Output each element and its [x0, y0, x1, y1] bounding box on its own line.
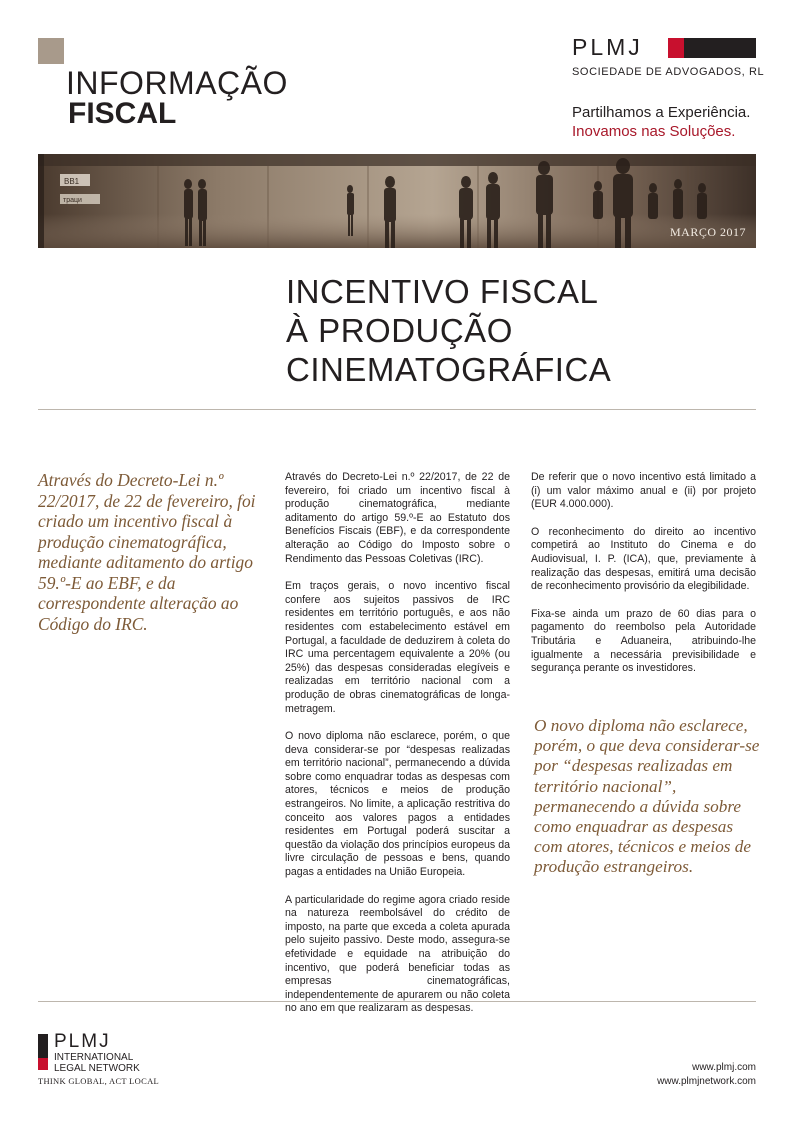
banner-sign-2: траци [63, 197, 82, 204]
banner-photo [38, 154, 756, 248]
pull-quote: O novo diploma não esclarece, porém, o que deva considerar-se por “despesas realizadas em território nacional”, permanecendo a dúvida sobre como enquadrar as despesas com atores, técnicos e meios de produção estrangeiros. [534, 716, 760, 877]
network-logo-line2: LEGAL NETWORK [54, 1063, 140, 1074]
body-paragraph: O novo diploma não esclarece, porém, o que deva considerar-se por “despesas realizadas em território nacional”, permanecendo a dúvida sobre como enquadrar todas as despesas com atores, técnicos e meios de produção estrangeiros. No limite, a aplicação restritiva do conceito aos valores pagos a entidades residentes em Portugal poderá suscitar a questão da violação dos princípios europeus da livre circulação de pessoas e bens, quando pagas a entidades na União Europeia. [285, 730, 510, 879]
slogan-line2: Inovamos nas Soluções. [572, 123, 736, 140]
article-title [286, 272, 611, 389]
body-paragraph: De referir que o novo incentivo está limitado a (i) um valor máximo anual e (ii) por projeto (EUR 4.000.000). [531, 471, 756, 511]
article-title-line1: INCENTIVO FISCAL [286, 273, 599, 310]
network-logo-bar [38, 1034, 48, 1058]
article-title-line3: CINEMATOGRÁFICA [286, 351, 612, 388]
issue-date: MARÇO 2017 [669, 225, 746, 239]
body-paragraph: Através do Decreto-Lei n.º 22/2017, de 22 de fevereiro, foi criado um incentivo fiscal à produção cinematográfica, mediante aditamento do artigo 59.º-E ao Estatuto dos Benefícios Fiscais (EBF), e da correspondente alteração ao Código do Imposto sobre o Rendimento das Pessoas Coletivas (IRC). [285, 471, 510, 565]
website-link-plmjnetwork[interactable]: www.plmjnetwork.com [657, 1076, 756, 1087]
title-divider [38, 409, 756, 410]
publication-title-line1: INFORMAÇÃO [66, 65, 288, 101]
banner-illustration [38, 154, 756, 248]
slogan-line1: Partilhamos a Experiência. [572, 104, 751, 121]
body-paragraph: O reconhecimento do direito ao incentivo competirá ao Instituto do Cinema e do Audiovisual, I. P. (ICA), que, previamente à realização das despesas, emitirá uma decisão de reconhecimento provisório da elegibilidade. [531, 525, 756, 593]
network-tagline: THINK GLOBAL, ACT LOCAL [38, 1076, 160, 1086]
firm-logo-dark-block [684, 38, 756, 58]
lead-summary: Através do Decreto-Lei n.º 22/2017, de 22 de fevereiro, foi criado um incentivo fiscal à produção cinematográfica, mediante aditamento do artigo 59.º-E ao EBF, e da correspondente alteração ao Código do IRC. [38, 470, 256, 634]
body-column-2 [531, 471, 756, 690]
corner-square-decoration [38, 38, 64, 64]
article-title-line2: À PRODUÇÃO [286, 312, 513, 349]
body-paragraph: A particularidade do regime agora criado reside na natureza reembolsável do crédito de imposto, na parte que exceda a coleta apurada pelo sujeito passivo. Deste modo, assegura-se efetividade e equidade na atribuição do incentivo, que poderá beneficiar todas as empresas cinematográficas, independentemente de apurarem ou não coleta no ano em que realizaram as despesas. [285, 893, 510, 1015]
footer-divider [38, 1001, 756, 1002]
body-paragraph: Em traços gerais, o novo incentivo fiscal confere aos sujeitos passivos de IRC residentes em território português, e aos não residentes com estabelecimento estável em Portugal, a faculdade de deduzirem à coleta do IRC uma percentagem equivalente a 20% (ou 25%) das despesas consideradas elegíveis e realizadas em território nacional com a produção de obras cinematográficas de longa-metragem. [285, 580, 510, 715]
body-column-1 [285, 471, 510, 1030]
network-logo-name: PLMJ [54, 1031, 111, 1052]
firm-logo-red-block [668, 38, 684, 58]
banner-sign-1: BB1 [64, 177, 80, 186]
body-paragraph: Fixa-se ainda um prazo de 60 dias para o pagamento do reembolso pela Autoridade Tributária e Aduaneira, atribuindo-lhe igualmente a necessária previsibilidade e segurança perante os investidores. [531, 607, 756, 675]
firm-logo-name: PLMJ [572, 34, 643, 60]
network-logo-red-bar [38, 1058, 48, 1070]
website-link-plmj[interactable]: www.plmj.com [692, 1062, 756, 1073]
network-logo-line1: INTERNATIONAL [54, 1052, 134, 1063]
publication-title-line2: FISCAL [68, 97, 177, 130]
firm-subtitle: SOCIEDADE DE ADVOGADOS, RL [572, 66, 765, 78]
